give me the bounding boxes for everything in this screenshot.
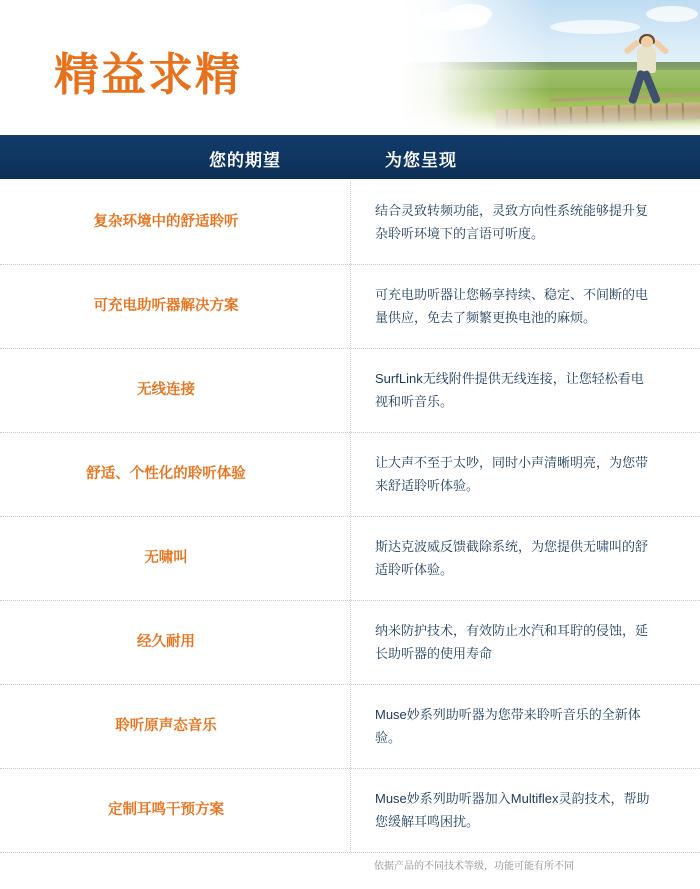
cloud-icon [646,6,698,22]
table-row [0,769,700,853]
table-header-bar [0,135,700,179]
table-row [0,433,700,517]
comparison-table [0,179,700,889]
delivery-cell: SurfLink无线附件提供无线连接，让您轻松看电视和听音乐。 [350,349,700,432]
girl-walking-boardwalk-photo [400,0,700,135]
page-title: 精益求精 [54,49,243,100]
footnote: 依据产品的不同技术等级，功能可能有所不同 [374,861,574,872]
table-row [0,181,700,265]
delivery-cell: 斯达克波威反馈截除系统，为您提供无啸叫的舒适聆听体验。 [350,517,700,600]
delivery-cell: Muse妙系列助听器为您带来聆听音乐的全新体验。 [350,685,700,768]
table-row [0,601,700,685]
delivery-cell: 结合灵致转频功能，灵致方向性系统能够提升复杂聆听环境下的言语可听度。 [350,181,700,264]
expectation-cell: 无线连接 [137,381,195,398]
photo-bottom-fade [400,109,700,135]
expectation-cell: 复杂环境中的舒适聆听 [93,213,239,230]
table-row [0,517,700,601]
column-header-delivery: 为您呈现 [385,151,457,170]
column-header-expectation: 您的期望 [209,151,281,170]
expectation-cell: 经久耐用 [137,633,195,650]
table-row [0,265,700,349]
expectation-cell: 聆听原声态音乐 [115,717,217,734]
delivery-cell: Muse妙系列助听器加入Multiflex灵韵技术，帮助您缓解耳鸣困扰。 [350,769,700,852]
delivery-cell: 可充电助听器让您畅享持续、稳定、不间断的电量供应，免去了频繁更换电池的麻烦。 [350,265,700,348]
expectation-cell: 可充电助听器解决方案 [93,297,239,314]
hero-banner [0,0,700,135]
delivery-cell: 让大声不至于太吵，同时小声清晰明亮，为您带来舒适聆听体验。 [350,433,700,516]
expectation-cell: 舒适、个性化的聆听体验 [86,465,246,482]
delivery-cell: 纳米防护技术，有效防止水汽和耳聍的侵蚀，延长助听器的使用寿命 [350,601,700,684]
walking-girl-figure [622,36,674,110]
expectation-cell: 定制耳鸣干预方案 [108,801,224,818]
table-row [0,349,700,433]
table-row [0,685,700,769]
cloud-icon [550,20,640,34]
expectation-cell: 无啸叫 [144,549,188,566]
